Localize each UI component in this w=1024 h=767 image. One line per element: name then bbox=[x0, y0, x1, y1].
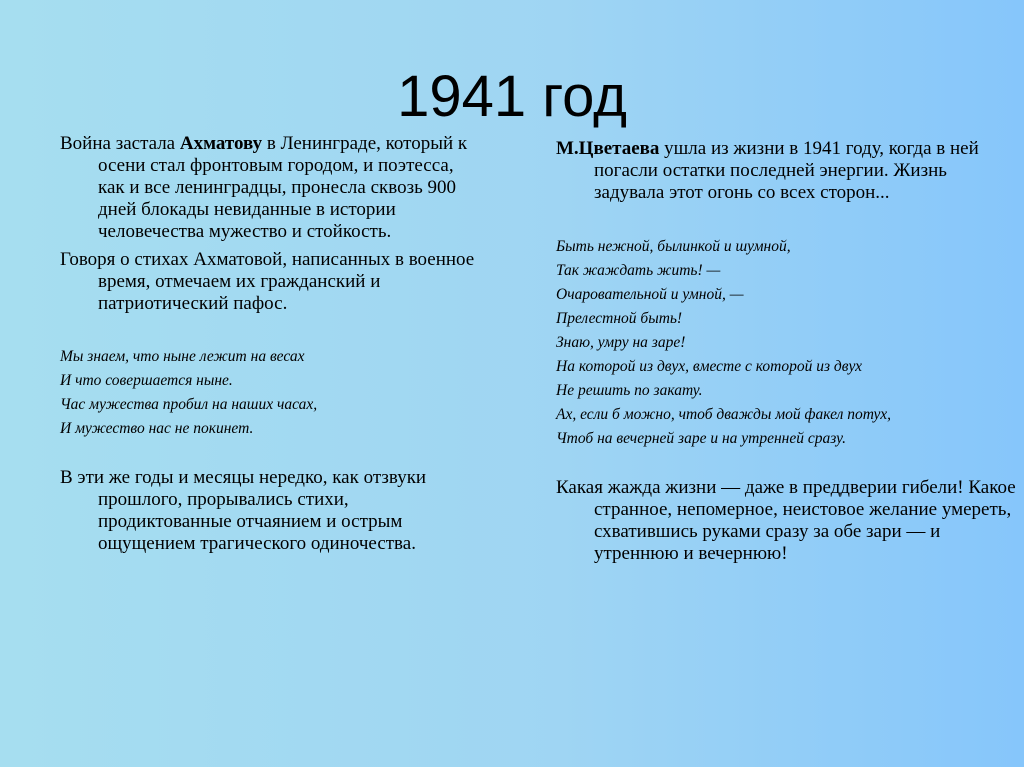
poem-line: И что совершается ныне. bbox=[60, 372, 233, 389]
intro-text-start: Война застала bbox=[60, 133, 180, 154]
akhmatova-war-poetry-paragraph: Говоря о стихах Ахматовой, написанных в военное время, отмечаем их гражданский и патриотический пафос. bbox=[60, 249, 475, 314]
poem-line: Прелестной быть! bbox=[556, 310, 683, 327]
poem-line: Быть нежной, былинкой и шумной, bbox=[556, 238, 791, 255]
poem-line: Не решить по закату. bbox=[556, 382, 703, 399]
poem-line: Мы знаем, что ныне лежит на весах bbox=[60, 348, 305, 365]
tsvetaeva-thirst-for-life-paragraph: Какая жажда жизни — даже в преддверии гибели! Какое странное, непомерное, неистовое желание умереть, схватившись руками сразу за обе зари — и утреннюю и вечернюю! bbox=[556, 477, 1016, 564]
tsvetaeva-name: М.Цветаева bbox=[556, 138, 660, 159]
tsvetaeva-intro-text: ушла из жизни в 1941 году, когда в ней погасли остатки последней энергии. Жизнь задувала этот огонь со всех сторон... bbox=[594, 138, 979, 203]
poem-line: Знаю, умру на заре! bbox=[556, 334, 686, 351]
poem-line: На которой из двух, вместе с которой из двух bbox=[556, 358, 862, 375]
poem-line: Ах, если б можно, чтоб дважды мой факел потух, bbox=[556, 406, 891, 423]
poem-line: Чтоб на вечерней заре и на утренней сразу. bbox=[556, 430, 846, 447]
akhmatova-intro-paragraph bbox=[60, 133, 480, 243]
akhmatova-poem bbox=[60, 345, 480, 441]
right-column bbox=[556, 138, 1016, 565]
poem-line: И мужество нас не покинет. bbox=[60, 420, 254, 437]
akhmatova-name: Ахматову bbox=[179, 133, 263, 154]
tsvetaeva-poem bbox=[556, 235, 1016, 451]
intro-text-end: в Ленинграде, который к осени стал фронтовым городом, и поэтесса, как и все ленинградцы, пронесла сквозь 900 дней блокады невиданные в истории человечества мужество и стойкость. bbox=[98, 133, 468, 242]
akhmatova-loneliness-paragraph: В эти же годы и месяцы нередко, как отзвуки прошлого, прорывались стихи, продиктованные отчаянием и острым ощущением трагического одиночества. bbox=[60, 467, 427, 554]
left-column bbox=[60, 133, 480, 555]
poem-line: Так жаждать жить! — bbox=[556, 262, 721, 279]
tsvetaeva-intro-paragraph bbox=[556, 138, 1016, 204]
poem-line: Час мужества пробил на наших часах, bbox=[60, 396, 318, 413]
slide-title: 1941 год bbox=[397, 64, 627, 129]
poem-line: Очаровательной и умной, — bbox=[556, 286, 744, 303]
